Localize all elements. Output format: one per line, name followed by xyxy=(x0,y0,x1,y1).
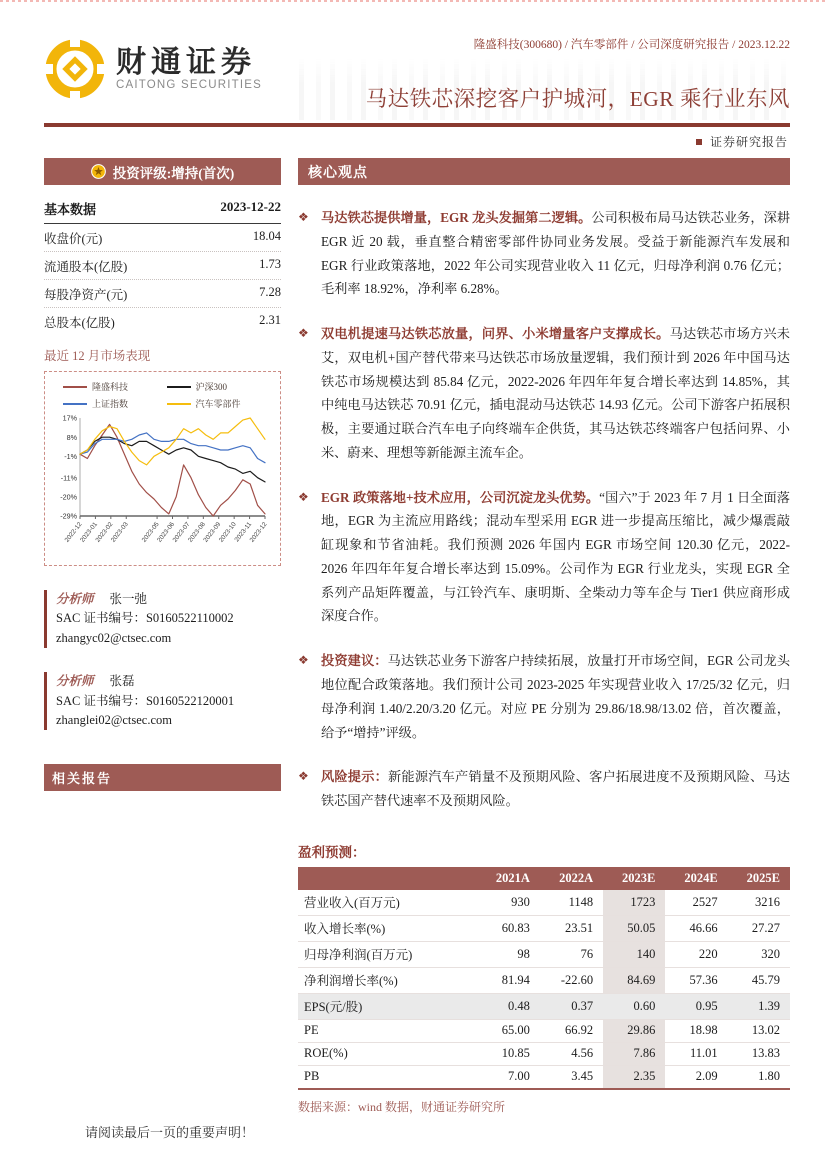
bullet-lead: 风险提示： xyxy=(321,769,389,785)
svg-text:2023-08: 2023-08 xyxy=(186,520,207,544)
svg-text:17%: 17% xyxy=(62,413,77,423)
main-content xyxy=(298,158,790,1115)
forecast-cell: 10.85 xyxy=(477,1042,540,1065)
core-view-banner xyxy=(298,158,790,185)
badge-star-icon xyxy=(91,164,106,179)
footer-disclaimer: 请阅读最后一页的重要声明！ xyxy=(85,1125,255,1140)
bullet-lead: 投资建议： xyxy=(321,653,388,669)
core-view-bullet xyxy=(298,649,790,744)
forecast-cell: 7.86 xyxy=(603,1042,665,1065)
basic-data-label: 每股净资产(元) xyxy=(44,288,128,302)
forecast-row-label: 净利润增长率(%) xyxy=(298,967,477,993)
forecast-cell: 3.45 xyxy=(540,1065,603,1089)
forecast-cell: 46.66 xyxy=(665,915,727,941)
forecast-cell: 320 xyxy=(728,941,790,967)
analyst-block xyxy=(44,590,281,648)
basic-data-row xyxy=(44,280,281,308)
bullet-body: “国六”于 2023 年 7 月 1 日全面落地，EGR 为主流应用路线；混动车型采用 EGR 进一步提高压缩比，减少爆震敲缸现象和节省油耗。我们预测 2026 年国内 EGR 市场空间 120.30 亿元，2022-2026 年四年年复合增长率达到 15.09%。公司作为 EGR 行业龙头，实现 EGR 全系列产品矩阵覆盖，与江铃汽车、康明斯、全柴动力等车企与 Tier1 供应商形成深度合作。 xyxy=(321,489,790,624)
svg-text:-11%: -11% xyxy=(60,473,77,483)
logo-en-text: CAITONG SECURITIES xyxy=(116,78,262,91)
report-tag-label: 证券研究报告 xyxy=(709,135,788,149)
basic-data-header xyxy=(44,185,281,224)
forecast-cell: -22.60 xyxy=(540,967,603,993)
analyst-sac: SAC 证书编号：S0160522120001 xyxy=(56,693,235,708)
basic-data-value: 7.28 xyxy=(259,285,281,299)
analyst-name: 张磊 xyxy=(109,674,135,689)
forecast-cell: 11.01 xyxy=(665,1042,727,1065)
rating-banner-label: 投资评级:增持(首次) xyxy=(112,165,235,181)
forecast-col-header xyxy=(298,867,477,890)
report-tag-icon xyxy=(694,137,704,147)
report-title: 马达铁芯深挖客户护城河，EGR 乘行业东风 xyxy=(365,87,790,111)
basic-data-label: 流通股本(亿股) xyxy=(44,260,128,274)
svg-text:-29%: -29% xyxy=(60,511,77,521)
forecast-row-label: EPS(元/股) xyxy=(298,993,477,1019)
forecast-cell: 65.00 xyxy=(477,1019,540,1042)
svg-text:2023-02: 2023-02 xyxy=(94,520,115,544)
core-view-bullet xyxy=(298,206,790,301)
svg-text:2023-07: 2023-07 xyxy=(171,520,192,544)
basic-data-row xyxy=(44,252,281,280)
forecast-row-label: PE xyxy=(298,1019,477,1042)
analyst-email: zhangyc02@ctsec.com xyxy=(56,630,172,645)
forecast-cell: 0.37 xyxy=(540,993,603,1019)
forecast-row xyxy=(298,1065,790,1089)
legend-line-swatch xyxy=(167,403,191,405)
report-meta-line: 隆盛科技(300680) / 汽车零部件 / 公司深度研究报告 / 2023.12.22 xyxy=(473,39,790,51)
page-header xyxy=(0,0,826,113)
bullet-body: 新能源汽车产销量不及预期风险、客户拓展进度不及预期风险、马达铁芯国产替代速率不及预期风险。 xyxy=(321,769,790,809)
forecast-row xyxy=(298,967,790,993)
forecast-row xyxy=(298,1042,790,1065)
forecast-source-note: 数据来源：wind 数据，财通证券研究所 xyxy=(298,1099,506,1114)
forecast-cell: 84.69 xyxy=(603,967,665,993)
forecast-cell: 13.02 xyxy=(728,1019,790,1042)
svg-text:2023-11: 2023-11 xyxy=(233,520,254,544)
forecast-cell: 1.80 xyxy=(728,1065,790,1089)
related-reports-banner xyxy=(44,764,281,791)
basic-data-row xyxy=(44,224,281,252)
forecast-col-header: 2025E xyxy=(728,867,790,890)
forecast-row-label: 归母净利润(百万元) xyxy=(298,941,477,967)
forecast-cell: 23.51 xyxy=(540,915,603,941)
analyst-role: 分析师 xyxy=(56,592,94,606)
analyst-email: zhanglei02@ctsec.com xyxy=(56,712,172,727)
forecast-cell: 1148 xyxy=(540,890,603,916)
legend-label: 汽车零部件 xyxy=(195,399,241,409)
legend-line-swatch xyxy=(63,386,87,388)
core-view-bullet xyxy=(298,322,790,465)
forecast-row-label: PB xyxy=(298,1065,477,1089)
svg-text:8%: 8% xyxy=(66,432,77,442)
core-view-bullet xyxy=(298,486,790,629)
svg-text:2022-12: 2022-12 xyxy=(63,520,84,544)
basic-data-label: 收盘价(元) xyxy=(44,232,103,246)
analyst-sac: SAC 证书编号：S0160522110002 xyxy=(56,611,234,626)
forecast-row xyxy=(298,1019,790,1042)
core-view-bullet xyxy=(298,765,790,813)
bullet-diamond-icon: ❖ xyxy=(298,326,309,341)
basic-data-label: 总股本(亿股) xyxy=(44,316,115,330)
svg-text:2023-06: 2023-06 xyxy=(156,520,177,544)
forecast-cell: 3216 xyxy=(728,890,790,916)
legend-label: 沪深300 xyxy=(195,382,228,392)
core-view-label: 核心观点 xyxy=(308,165,368,181)
forecast-cell: 76 xyxy=(540,941,603,967)
forecast-row-label: 营业收入(百万元) xyxy=(298,890,477,916)
basic-data-value: 18.04 xyxy=(252,229,281,243)
legend-item xyxy=(63,380,167,393)
analyst-list xyxy=(44,590,281,730)
basic-data-rows xyxy=(44,224,281,335)
analyst-role: 分析师 xyxy=(56,674,94,689)
svg-text:2023-01: 2023-01 xyxy=(79,520,99,544)
forecast-row xyxy=(298,890,790,916)
svg-text:2023-03: 2023-03 xyxy=(109,520,130,544)
basic-data-title: 基本数据 xyxy=(44,202,97,217)
chart-legend xyxy=(49,380,276,412)
logo-cn-text: 财通证券 xyxy=(116,46,256,80)
svg-text:-20%: -20% xyxy=(60,492,77,502)
forecast-cell: 4.56 xyxy=(540,1042,603,1065)
forecast-cell: 1723 xyxy=(603,890,665,916)
bullet-body: 马达铁芯业务下游客户持续拓展，放量打开市场空间，EGR 公司龙头地位配合政策落地。我们预计公司 2023-2025 年实现营业收入 17/25/32 亿元，归母净利润 1.40/2.20/3.20 亿元。对应 PE 分别为 29.86/18.98/13.02 倍，首次覆盖，给予“增持”评级。 xyxy=(321,653,791,740)
forecast-col-header: 2024E xyxy=(665,867,727,890)
svg-text:2023-09: 2023-09 xyxy=(202,520,223,544)
legend-item xyxy=(167,397,271,410)
core-view-bullets xyxy=(298,206,790,813)
caitong-logo xyxy=(44,38,262,100)
basic-data-date: 2023-12-22 xyxy=(220,199,281,214)
svg-text:2023-05: 2023-05 xyxy=(140,520,161,544)
forecast-cell: 0.60 xyxy=(603,993,665,1019)
forecast-col-header: 2021A xyxy=(477,867,540,890)
market-performance-title: 最近 12 月市场表现 xyxy=(44,349,151,363)
forecast-cell: 0.95 xyxy=(665,993,727,1019)
forecast-row xyxy=(298,993,790,1019)
bullet-body: 马达铁芯市场方兴未艾，双电机+国产替代带来马达铁芯市场放量逻辑，我们预计到 2026 年中国马达铁芯市场规模达到 85.84 亿元，2022-2026 年四年年复合增长率达到 14.85%，其中纯电马达铁芯 70.91 亿元，插电混动马达铁芯 14.93 亿元。公司下游客户拓展积极，主要通过联合汽车电子向终端车企供货，其马达铁芯终端客户包括问界、小米、蔚来、理想等新能源主流车企。 xyxy=(321,326,790,460)
bullet-lead: 马达铁芯提供增量，EGR 龙头发掘第二逻辑。 xyxy=(321,210,592,225)
svg-text:-1%: -1% xyxy=(64,451,77,461)
legend-label: 上证指数 xyxy=(92,399,129,409)
forecast-cell: 140 xyxy=(603,941,665,967)
bullet-lead: 双电机提速马达铁芯放量，问界、小米增量客户支撑成长。 xyxy=(321,326,670,342)
forecast-cell: 2.35 xyxy=(603,1065,665,1089)
forecast-cell: 45.79 xyxy=(728,967,790,993)
forecast-cell: 2.09 xyxy=(665,1065,727,1089)
bullet-diamond-icon: ❖ xyxy=(298,769,309,784)
related-reports-label: 相关报告 xyxy=(52,771,113,787)
forecast-cell: 7.00 xyxy=(477,1065,540,1089)
forecast-cell: 220 xyxy=(665,941,727,967)
forecast-cell: 1.39 xyxy=(728,993,790,1019)
forecast-cell: 60.83 xyxy=(477,915,540,941)
legend-item xyxy=(63,397,167,410)
basic-data-value: 2.31 xyxy=(259,313,281,327)
sidebar xyxy=(44,158,281,1115)
basic-data-row xyxy=(44,308,281,335)
forecast-cell: 18.98 xyxy=(665,1019,727,1042)
forecast-title: 盈利预测： xyxy=(298,844,366,860)
report-tag-row xyxy=(0,133,788,150)
forecast-cell: 66.92 xyxy=(540,1019,603,1042)
forecast-row xyxy=(298,941,790,967)
bullet-diamond-icon: ❖ xyxy=(298,653,309,668)
forecast-table xyxy=(298,867,790,1090)
forecast-cell: 2527 xyxy=(665,890,727,916)
forecast-cell: 50.05 xyxy=(603,915,665,941)
forecast-col-header: 2022A xyxy=(540,867,603,890)
legend-line-swatch xyxy=(167,386,191,388)
forecast-cell: 29.86 xyxy=(603,1019,665,1042)
bullet-diamond-icon: ❖ xyxy=(298,210,309,224)
forecast-row-label: ROE(%) xyxy=(298,1042,477,1065)
forecast-col-header: 2023E xyxy=(603,867,665,890)
header-rule xyxy=(44,123,790,127)
rating-banner xyxy=(44,158,281,185)
forecast-cell: 13.83 xyxy=(728,1042,790,1065)
forecast-cell: 81.94 xyxy=(477,967,540,993)
forecast-row xyxy=(298,915,790,941)
forecast-cell: 0.48 xyxy=(477,993,540,1019)
legend-label: 隆盛科技 xyxy=(92,382,129,392)
bullet-lead: EGR 政策落地+技术应用，公司沉淀龙头优势。 xyxy=(321,489,600,505)
analyst-block xyxy=(44,672,281,730)
bullet-diamond-icon: ❖ xyxy=(298,489,309,504)
basic-data-value: 1.73 xyxy=(259,257,281,271)
svg-text:2023-10: 2023-10 xyxy=(217,520,238,544)
forecast-cell: 98 xyxy=(477,941,540,967)
legend-item xyxy=(167,380,271,393)
analyst-name: 张一弛 xyxy=(109,592,148,606)
forecast-cell: 57.36 xyxy=(665,967,727,993)
forecast-row-label: 收入增长率(%) xyxy=(298,915,477,941)
forecast-cell: 27.27 xyxy=(728,915,790,941)
caitong-logo-icon xyxy=(44,38,106,100)
forecast-cell: 930 xyxy=(477,890,540,916)
legend-line-swatch xyxy=(63,403,87,405)
bullet-body: 公司积极布局马达铁芯业务，深耕 EGR 近 20 载，垂直整合精密零部件协同业务发展。受益于新能源汽车发展和 EGR 行业政策落地，2022 年公司实现营业收入 11 亿元，归母净利润 0.76 亿元；毛利率 18.92%，净利率 6.28%。 xyxy=(321,210,791,297)
market-performance-chart xyxy=(44,371,281,566)
svg-text:2023-12: 2023-12 xyxy=(248,520,269,544)
market-chart-svg xyxy=(49,412,270,558)
